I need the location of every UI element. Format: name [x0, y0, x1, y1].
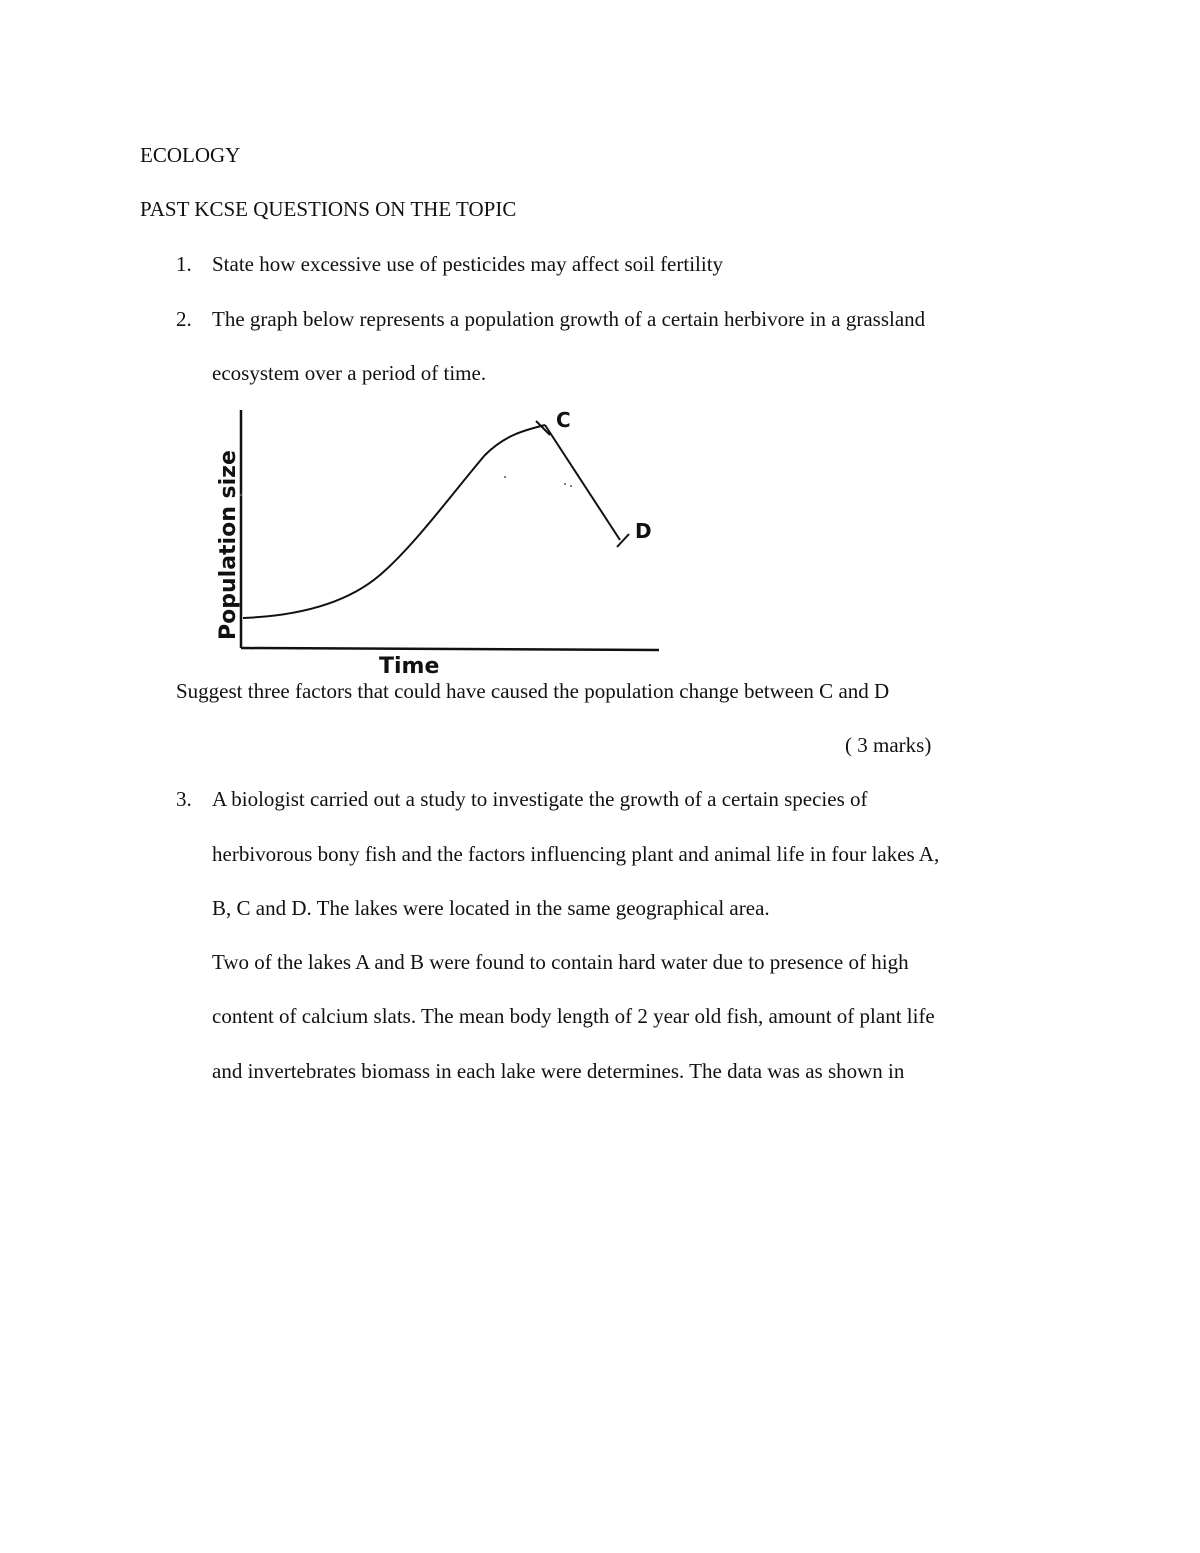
q3-line5: content of calcium slats. The mean body length of 2 year old fish, amount of plant life: [212, 1004, 935, 1028]
population-curve: [243, 425, 545, 618]
document-title: ECOLOGY: [140, 143, 241, 167]
label-d: D: [635, 519, 652, 543]
document-subtitle: PAST KCSE QUESTIONS ON THE TOPIC: [140, 197, 517, 221]
curve-dot: [564, 483, 566, 485]
q3-line4: Two of the lakes A and B were found to contain hard water due to presence of high: [212, 950, 909, 974]
x-axis-label: Time: [379, 654, 440, 679]
q3-line3: B, C and D. The lakes were located in the same geographical area.: [212, 896, 770, 920]
population-graph: [205, 400, 675, 685]
q2-marks: ( 3 marks): [845, 733, 932, 757]
q3-number: 3.: [176, 787, 192, 811]
q1-number: 1.: [176, 252, 192, 276]
x-axis: [241, 648, 659, 650]
curve-dot: [504, 476, 506, 478]
q3-line1: A biologist carried out a study to investigate the growth of a certain species of: [212, 787, 868, 811]
curve-dot: [570, 485, 572, 487]
q3-line6: and invertebrates biomass in each lake were determines. The data was as shown in: [212, 1059, 905, 1083]
label-c: C: [556, 408, 571, 432]
decline-line: [545, 425, 620, 540]
y-axis-label: Population size: [216, 450, 241, 640]
q2-line2: ecosystem over a period of time.: [212, 361, 487, 385]
q2-line1: The graph below represents a population growth of a certain herbivore in a grassland: [212, 307, 926, 331]
q3-line2: herbivorous bony fish and the factors influencing plant and animal life in four lakes A,: [212, 842, 940, 866]
q2-prompt: Suggest three factors that could have caused the population change between C and D: [176, 679, 890, 703]
marker-d: [617, 534, 629, 547]
q1-text: State how excessive use of pesticides may affect soil fertility: [212, 252, 724, 276]
q2-number: 2.: [176, 307, 192, 331]
